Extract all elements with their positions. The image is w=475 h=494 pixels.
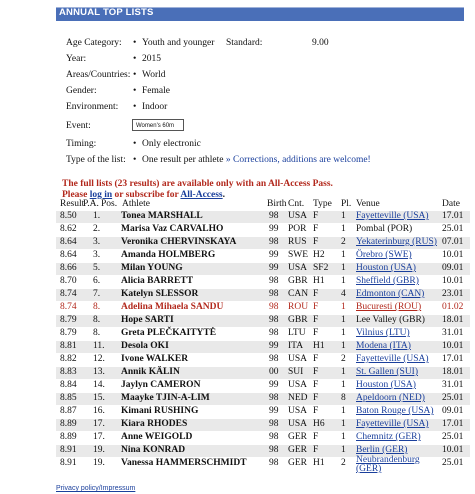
table-row [56, 367, 470, 379]
venue-cell[interactable]: Fayetteville (USA) [356, 354, 429, 364]
athlete-name[interactable]: Hope SARTI [121, 315, 174, 325]
country-cell: USA [288, 263, 308, 273]
position-cell: 19. [93, 445, 105, 455]
birth-year-cell: 99 [269, 341, 279, 351]
place-cell: 2 [341, 354, 346, 364]
birth-year-cell: 98 [269, 354, 279, 364]
country-cell: GBR [288, 315, 308, 325]
birth-year-cell: 98 [269, 445, 279, 455]
position-cell: 3. [93, 250, 101, 260]
table-row [56, 302, 470, 314]
country-cell: RUS [288, 237, 307, 247]
position-cell: 8. [93, 328, 101, 338]
date-cell: 18.01 [442, 315, 464, 325]
section-header [56, 7, 464, 21]
birth-year-cell: 98 [269, 315, 279, 325]
birth-year-cell: 98 [269, 458, 279, 468]
athlete-name[interactable]: Milan YOUNG [121, 263, 183, 273]
type-cell: F [313, 432, 319, 442]
birth-year-cell: 99 [269, 263, 279, 273]
table-row [56, 289, 470, 301]
athlete-name[interactable]: Kiara RHODES [121, 419, 188, 429]
result-cell: 8.70 [60, 276, 77, 286]
position-cell: 17. [93, 432, 105, 442]
athlete-name[interactable]: Ivone WALKER [121, 354, 189, 364]
country-cell: GBR [288, 276, 308, 286]
country-cell: SUI [288, 367, 304, 377]
type-cell: H6 [313, 419, 325, 429]
type-cell: F [313, 315, 319, 325]
all-access-link[interactable]: All-Access [180, 190, 223, 200]
access-notice: The full lists (23 results) are available only with an All-Access Pass. Please log in or subscribe for All-Access. [62, 179, 333, 200]
type-cell: F [313, 406, 319, 416]
country-cell: GER [288, 432, 307, 442]
venue-cell[interactable]: Apeldoorn (NED) [356, 393, 425, 403]
type-cell: F [313, 224, 319, 234]
position-cell: 13. [93, 367, 105, 377]
venue-cell[interactable]: Sheffield (GBR) [356, 276, 419, 286]
result-cell: 8.91 [60, 458, 77, 468]
birth-year-cell: 99 [269, 250, 279, 260]
athlete-name[interactable]: Kimani RUSHING [121, 406, 199, 416]
birth-year-cell: 98 [269, 432, 279, 442]
athlete-name[interactable]: Maayke TJIN-A-LIM [121, 393, 210, 403]
result-cell: 8.85 [60, 393, 77, 403]
athlete-name[interactable]: Veronika CHERVINSKAYA [121, 237, 237, 247]
venue-cell[interactable]: Örebro (SWE) [356, 250, 412, 260]
place-cell: 1 [341, 419, 346, 429]
type-cell: F [313, 302, 319, 312]
country-cell: USA [288, 380, 308, 390]
result-cell: 8.66 [60, 263, 77, 273]
table-row [56, 419, 470, 431]
position-cell: 2. [93, 224, 101, 234]
country-cell: CAN [288, 289, 309, 299]
place-cell: 2 [341, 458, 346, 468]
result-cell: 8.89 [60, 419, 77, 429]
venue-cell: Pombal (POR) [356, 224, 413, 234]
venue-cell[interactable]: Fayetteville (USA) [356, 211, 429, 221]
venue-cell[interactable]: Edmonton (CAN) [356, 289, 425, 299]
birth-year-cell: 99 [269, 406, 279, 416]
country-cell: SWE [288, 250, 309, 260]
position-cell: 8. [93, 315, 101, 325]
type-cell: H1 [313, 276, 325, 286]
athlete-name[interactable]: Amanda HOLMBERG [121, 250, 216, 260]
position-cell: 7. [93, 289, 101, 299]
place-cell: 1 [341, 315, 346, 325]
venue-cell[interactable]: St. Gallen (SUI) [356, 367, 419, 377]
place-cell: 1 [341, 263, 346, 273]
athlete-name[interactable]: Vanessa HAMMERSCHMIDT [121, 458, 247, 468]
country-cell: NED [288, 393, 308, 403]
athlete-name[interactable]: Anne WEIGOLD [121, 432, 193, 442]
date-cell: 25.01 [442, 432, 464, 442]
type-cell: H2 [313, 250, 325, 260]
venue-cell[interactable]: Fayetteville (USA) [356, 419, 429, 429]
place-cell: 1 [341, 211, 346, 221]
birth-year-cell: 00 [269, 367, 279, 377]
venue-cell[interactable]: Houston (USA) [356, 380, 416, 390]
birth-year-cell: 98 [269, 393, 279, 403]
table-row [56, 315, 470, 327]
date-cell: 17.01 [442, 419, 464, 429]
type-cell: H1 [313, 458, 325, 468]
birth-year-cell: 98 [269, 289, 279, 299]
athlete-name[interactable]: Annik KÄLIN [121, 367, 180, 377]
type-cell: SF2 [313, 263, 329, 273]
table-row [56, 250, 470, 262]
date-cell: 10.01 [442, 276, 464, 286]
athlete-name[interactable]: Tonea MARSHALL [121, 211, 203, 221]
privacy-link[interactable]: Privacy policy/Impressum [56, 485, 136, 492]
result-cell: 8.83 [60, 367, 77, 377]
venue-cell[interactable]: Houston (USA) [356, 263, 416, 273]
result-cell: 8.64 [60, 250, 77, 260]
corrections-link[interactable]: » Corrections, additions are welcome! [225, 155, 371, 165]
table-row [56, 328, 470, 340]
country-cell: USA [288, 406, 308, 416]
date-cell: 25.01 [442, 458, 464, 468]
birth-year-cell: 98 [269, 237, 279, 247]
result-cell: 8.74 [60, 289, 77, 299]
type-cell: F [313, 237, 319, 247]
venue-cell[interactable]: Yekaterinburg (RUS) [356, 237, 437, 247]
table-row [56, 354, 470, 366]
result-cell: 8.89 [60, 432, 77, 442]
date-cell: 17.01 [442, 211, 464, 221]
type-cell: F [313, 211, 319, 221]
result-cell: 8.82 [60, 354, 77, 364]
birth-year-cell: 99 [269, 224, 279, 234]
date-cell: 07.01 [442, 237, 464, 247]
standard-label: Standard: [226, 38, 263, 48]
place-cell: 2 [341, 237, 346, 247]
result-cell: 8.79 [60, 328, 77, 338]
type-cell: F [313, 289, 319, 299]
country-cell: POR [288, 224, 307, 234]
result-cell: 8.84 [60, 380, 77, 390]
table-row [56, 380, 470, 392]
place-cell: 1 [341, 380, 346, 390]
type-cell: F [313, 354, 319, 364]
date-cell: 09.01 [442, 406, 464, 416]
date-cell: 18.01 [442, 367, 464, 377]
table-row [56, 211, 470, 223]
venue-cell[interactable]: Vilnius (LTU) [356, 328, 410, 338]
table-row [56, 341, 470, 353]
country-cell: USA [288, 419, 308, 429]
athlete-name[interactable]: Jaylyn CAMERON [121, 380, 201, 390]
place-cell: 1 [341, 276, 346, 286]
country-cell: ITA [288, 341, 304, 351]
date-cell: 25.01 [442, 224, 464, 234]
date-cell: 31.01 [442, 380, 464, 390]
athlete-name[interactable]: Nina KONRAD [121, 445, 186, 455]
date-cell: 10.01 [442, 341, 464, 351]
date-cell: 23.01 [442, 289, 464, 299]
table-header: Result P.A. Pos. Athlete Birth Cnt. Type Pl. Venue Date [60, 199, 460, 209]
date-cell: 10.01 [442, 445, 464, 455]
date-cell: 01.02 [442, 302, 464, 312]
country-cell: USA [288, 211, 308, 221]
type-cell: F [313, 445, 319, 455]
result-cell: 8.62 [60, 224, 77, 234]
date-cell: 17.01 [442, 354, 464, 364]
position-cell: 6. [93, 276, 101, 286]
result-cell: 8.50 [60, 211, 77, 221]
type-cell: F [313, 367, 319, 377]
table-row [56, 237, 470, 249]
athlete-name[interactable]: Alicia BARRETT [121, 276, 194, 286]
position-cell: 19. [93, 458, 105, 468]
position-cell: 12. [93, 354, 105, 364]
country-cell: GER [288, 445, 307, 455]
place-cell: 1 [341, 328, 346, 338]
position-cell: 17. [93, 419, 105, 429]
country-cell: ROU [288, 302, 309, 312]
venue-cell[interactable]: Neubrandenburg (GER) [356, 455, 420, 474]
athlete-name[interactable]: Marisa Vaz CARVALHO [121, 224, 224, 234]
result-cell: 8.79 [60, 315, 77, 325]
venue-cell[interactable]: Berlin (GER) [356, 445, 408, 455]
place-cell: 4 [341, 289, 346, 299]
birth-year-cell: 98 [269, 328, 279, 338]
type-cell: F [313, 393, 319, 403]
birth-year-cell: 98 [269, 211, 279, 221]
venue-cell[interactable]: Bucuresti (ROU) [356, 302, 422, 312]
result-cell: 8.74 [60, 302, 77, 312]
place-cell: 1 [341, 341, 346, 351]
date-cell: 09.01 [442, 263, 464, 273]
date-cell: 10.01 [442, 250, 464, 260]
venue-cell[interactable]: Baton Rouge (USA) [356, 406, 434, 416]
athlete-name[interactable]: Greta PLEČKAITYTĖ [121, 328, 217, 338]
place-cell: 8 [341, 393, 346, 403]
country-cell: LTU [288, 328, 306, 338]
result-cell: 8.91 [60, 445, 77, 455]
venue-cell[interactable]: Modena (ITA) [356, 341, 411, 351]
type-cell: F [313, 328, 319, 338]
standard-value: 9.00 [312, 38, 329, 48]
place-cell: 1 [341, 224, 346, 234]
position-cell: 16. [93, 406, 105, 416]
venue-cell[interactable]: Chemnitz (GER) [356, 432, 421, 442]
table-row [56, 406, 470, 418]
type-cell: H1 [313, 341, 325, 351]
table-row [56, 393, 470, 405]
table-row [56, 224, 470, 236]
table-row [56, 276, 470, 288]
venue-cell: Lee Valley (GBR) [356, 315, 425, 325]
table-row [56, 432, 470, 444]
date-cell: 31.01 [442, 328, 464, 338]
place-cell: 1 [341, 302, 346, 312]
table-row [56, 263, 470, 275]
position-cell: 1. [93, 211, 101, 221]
place-cell: 1 [341, 445, 346, 455]
position-cell: 11. [93, 341, 105, 351]
result-cell: 8.81 [60, 341, 77, 351]
place-cell: 1 [341, 250, 346, 260]
birth-year-cell: 98 [269, 276, 279, 286]
place-cell: 1 [341, 367, 346, 377]
country-cell: GER [288, 458, 307, 468]
result-cell: 8.87 [60, 406, 77, 416]
birth-year-cell: 98 [269, 419, 279, 429]
athlete-name[interactable]: Desola OKI [121, 341, 169, 351]
date-cell: 25.01 [442, 393, 464, 403]
place-cell: 1 [341, 406, 346, 416]
event-select[interactable]: Women's 60m [132, 119, 184, 131]
position-cell: 8. [93, 302, 101, 312]
athlete-name[interactable]: Katelyn SLESSOR [121, 289, 199, 299]
type-cell: F [313, 380, 319, 390]
athlete-name[interactable]: Adelina Mihaela SANDU [121, 302, 224, 312]
birth-year-cell: 99 [269, 380, 279, 390]
position-cell: 5. [93, 263, 101, 273]
result-cell: 8.64 [60, 237, 77, 247]
login-link[interactable]: log in [89, 190, 113, 200]
country-cell: USA [288, 354, 308, 364]
section-title: ANNUAL TOP LISTS [59, 7, 154, 18]
position-cell: 15. [93, 393, 105, 403]
table-row [56, 455, 470, 474]
position-cell: 3. [93, 237, 101, 247]
birth-year-cell: 98 [269, 302, 279, 312]
position-cell: 14. [93, 380, 105, 390]
place-cell: 1 [341, 432, 346, 442]
